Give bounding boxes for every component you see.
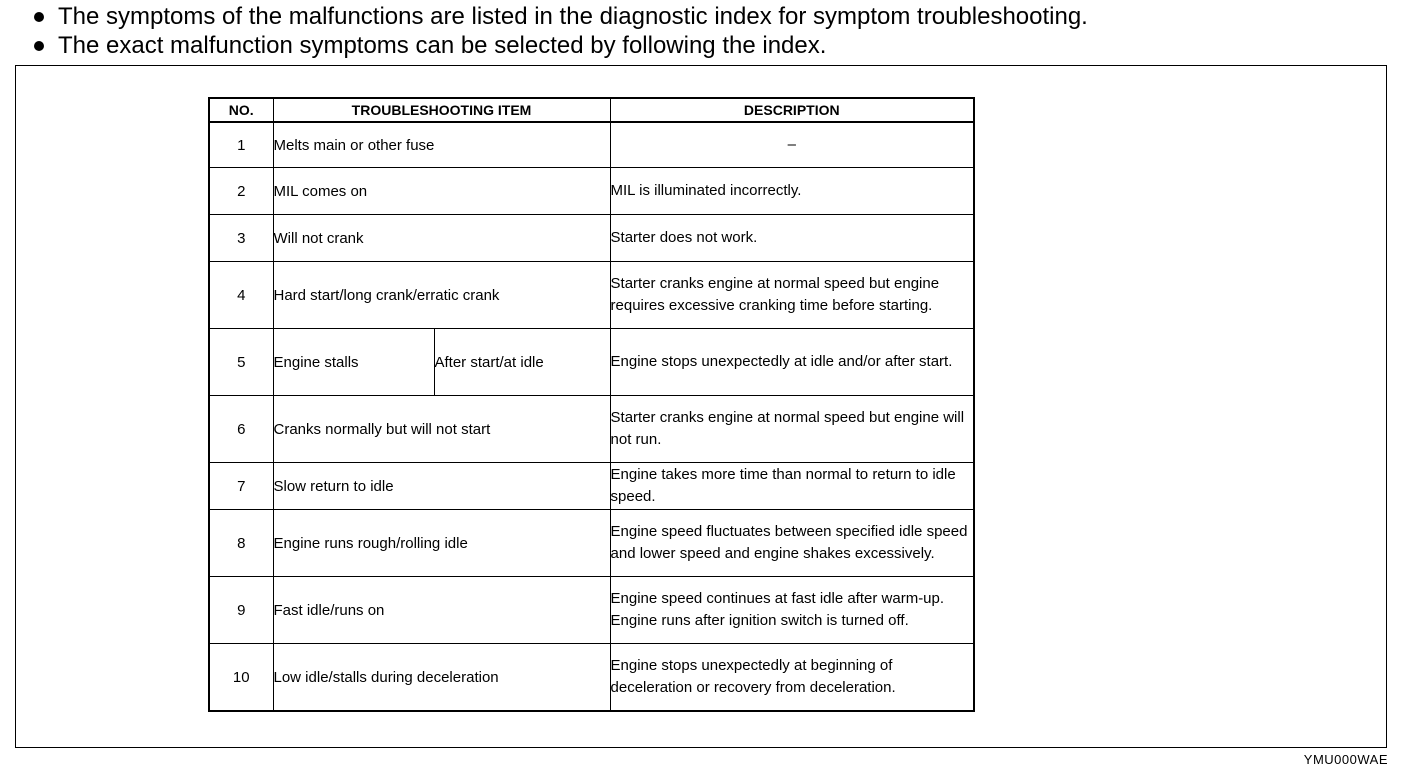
row-item: Melts main or other fuse: [273, 122, 610, 168]
diagnostic-index-table: [208, 97, 975, 712]
table-row: [209, 262, 974, 329]
row-description: Engine speed fluctuates between specified idle speed and lower speed and engine shakes excessively.: [610, 510, 974, 577]
row-item: Low idle/stalls during deceleration: [273, 644, 610, 712]
row-item: Engine runs rough/rolling idle: [273, 510, 610, 577]
table-row: [209, 396, 974, 463]
table-header-row: [209, 98, 974, 122]
row-item: Hard start/long crank/erratic crank: [273, 262, 610, 329]
row-no: 1: [209, 122, 273, 168]
row-item: MIL comes on: [273, 168, 610, 215]
row-description: Starter does not work.: [610, 215, 974, 262]
row-item: Cranks normally but will not start: [273, 396, 610, 463]
row-description: Starter cranks engine at normal speed but engine requires excessive cranking time before starting.: [610, 262, 974, 329]
intro-bullets: [28, 2, 1088, 60]
row-item: Will not crank: [273, 215, 610, 262]
row-description: Engine speed continues at fast idle after warm-up. Engine runs after ignition switch is turned off.: [610, 577, 974, 644]
bullet-text: The symptoms of the malfunctions are listed in the diagnostic index for symptom troubleshooting.: [58, 3, 1088, 30]
row-item: Slow return to idle: [273, 463, 610, 510]
row-item: Engine stalls: [273, 329, 434, 396]
row-no: 5: [209, 329, 273, 396]
figure-code: YMU000WAE: [1303, 752, 1388, 767]
row-description: Engine stops unexpectedly at beginning of deceleration or recovery from deceleration.: [610, 644, 974, 712]
table-row: [209, 168, 974, 215]
row-no: 3: [209, 215, 273, 262]
row-no: 10: [209, 644, 273, 712]
row-no: 2: [209, 168, 273, 215]
table-row: [209, 215, 974, 262]
row-description: Engine stops unexpectedly at idle and/or after start.: [610, 329, 974, 396]
table-row: [209, 510, 974, 577]
row-no: 4: [209, 262, 273, 329]
header-no: NO.: [209, 98, 273, 122]
bullet-item: [28, 31, 1088, 60]
row-no: 8: [209, 510, 273, 577]
row-description: MIL is illuminated incorrectly.: [610, 168, 974, 215]
header-description: DESCRIPTION: [610, 98, 974, 122]
table-row: [209, 122, 974, 168]
header-item: TROUBLESHOOTING ITEM: [273, 98, 610, 122]
bullet-item: [28, 2, 1088, 31]
row-no: 6: [209, 396, 273, 463]
table-row: [209, 644, 974, 712]
row-no: 9: [209, 577, 273, 644]
table-row: [209, 577, 974, 644]
row-description: –: [610, 122, 974, 168]
bullet-dot-icon: [34, 12, 44, 22]
row-description: Starter cranks engine at normal speed but engine will not run.: [610, 396, 974, 463]
row-no: 7: [209, 463, 273, 510]
row-sub-item: After start/at idle: [434, 329, 610, 396]
table-row: [209, 463, 974, 510]
bullet-dot-icon: [34, 41, 44, 51]
row-item: Fast idle/runs on: [273, 577, 610, 644]
row-description: Engine takes more time than normal to return to idle speed.: [610, 463, 974, 510]
bullet-text: The exact malfunction symptoms can be selected by following the index.: [58, 32, 827, 59]
table-row: [209, 329, 974, 396]
